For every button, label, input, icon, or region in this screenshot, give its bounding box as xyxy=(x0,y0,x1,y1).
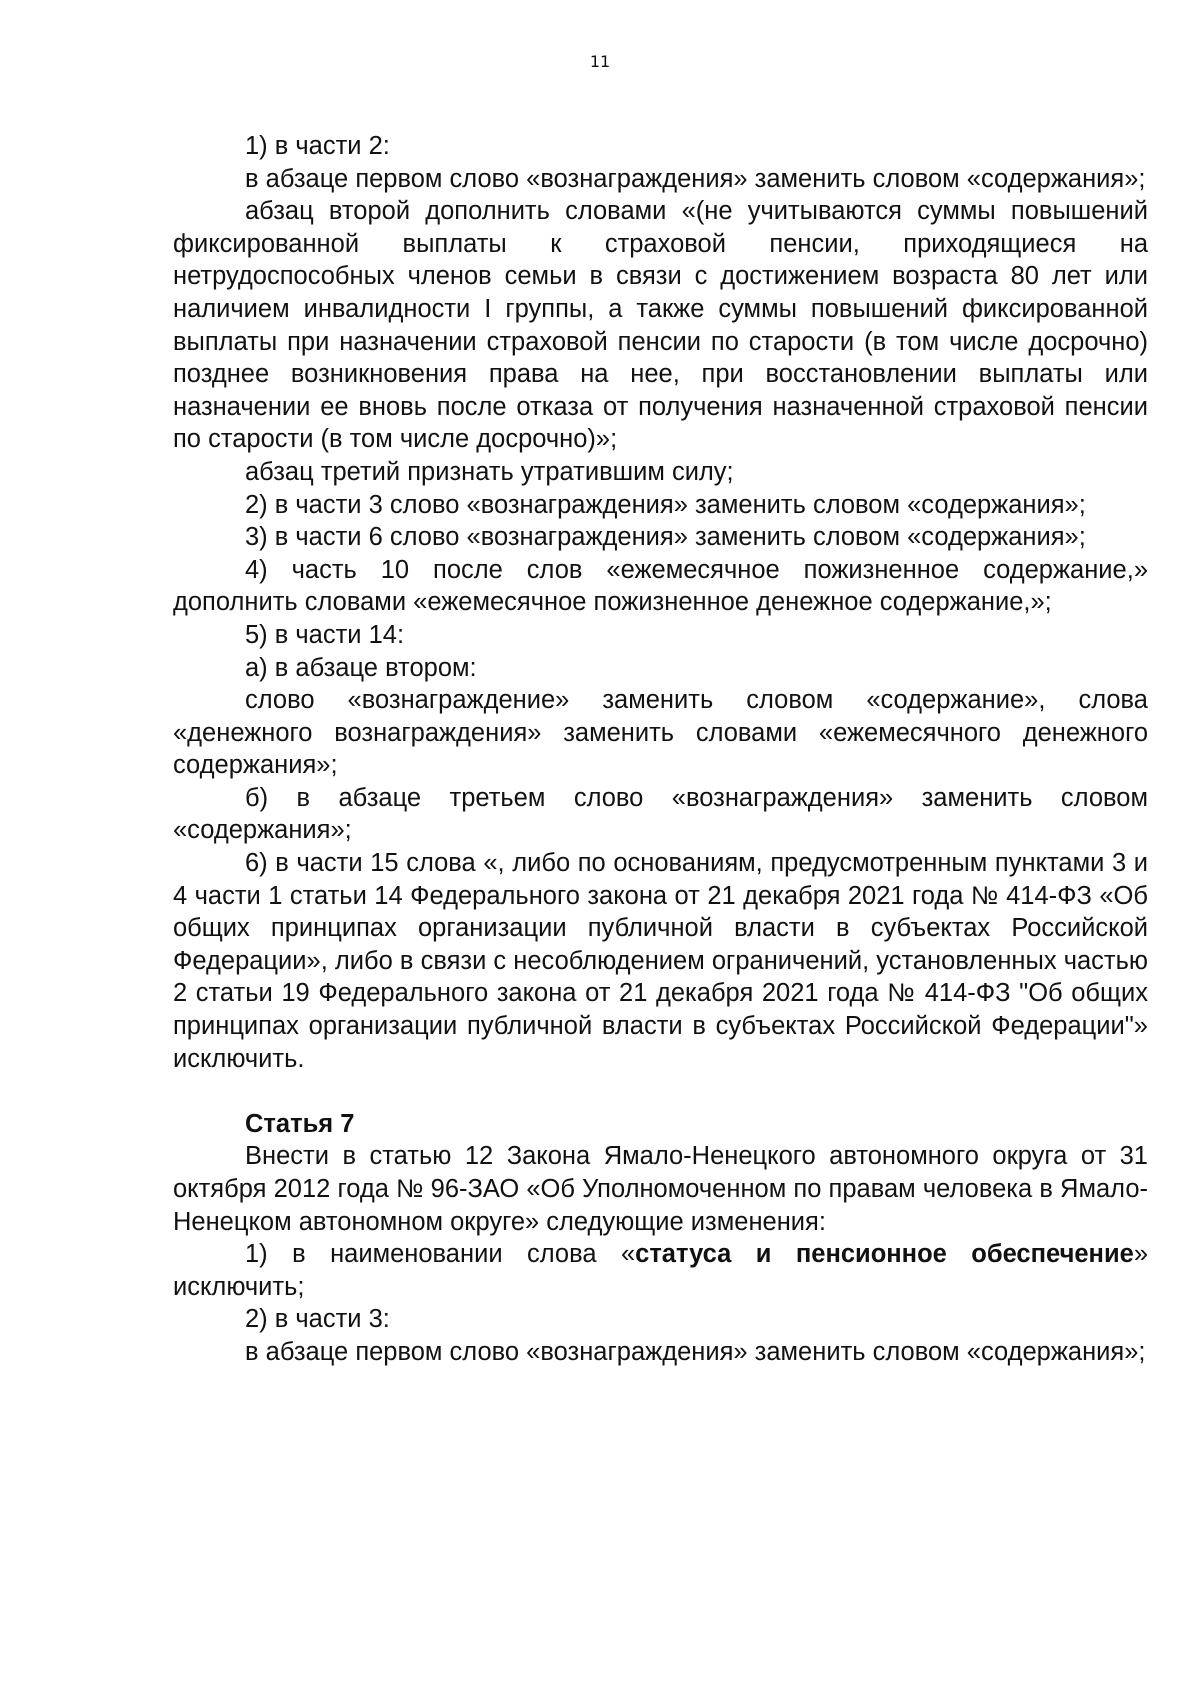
article-heading: Статья 7 xyxy=(245,1109,355,1138)
section-spacer xyxy=(173,1075,1148,1108)
paragraph: абзац второй дополнить словами «(не учитываются суммы повышений фиксированной выплаты к страховой пенсии, приходящиеся на нетрудоспособных членов семьи в связи с достижением возраста 80 лет или наличием инвалидности I группы, а также суммы повышений фиксированной выплаты при назначении страховой пенсии по старости (в том числе досрочно) позднее возникновения права на нее, при восстановлении выплаты или назначении ее вновь после отказа от получения назначенной страховой пенсии по старости (в том числе досрочно)»; xyxy=(173,197,1148,454)
paragraph: 3) в части 6 слово «вознаграждения» заменить словом «содержания»; xyxy=(245,523,1086,552)
paragraph: 2) в части 3 слово «вознаграждения» заменить словом «содержания»; xyxy=(245,490,1086,519)
paragraph: в абзаце первом слово «вознаграждения» заменить словом «содержания»; xyxy=(245,164,1146,193)
amendments-list-article-6 xyxy=(173,130,1148,1075)
paragraph: слово «вознаграждение» заменить словом «содержание», слова «денежного вознаграждения» заменить словами «ежемесячного денежного содержания»; xyxy=(173,686,1148,780)
paragraph: 1) в части 2: xyxy=(245,132,390,160)
paragraph: 6) в части 15 слова «, либо по основаниям, предусмотренным пунктами 3 и 4 части 1 статьи 14 Федерального закона от 21 декабря 2021 года № 414-ФЗ «Об общих принципах организации публичной власти в субъектах Российской Федерации», либо в связи с несоблюдением ограничений, установленных частью 2 статьи 19 Федерального закона от 21 декабря 2021 года № 414-ФЗ "Об общих принципах организации публичной власти в субъектах Российской Федерации"» исключить. xyxy=(173,849,1148,1073)
article-intro: Внести в статью 12 Закона Ямало-Ненецкого автономного округа от 31 октября 2012 года № 96-ЗАО «Об Уполномоченном по правам человека в Ямало-Ненецком автономном округе» следующие изменения: xyxy=(173,1142,1148,1236)
paragraph: б) в абзаце третьем слово «вознаграждения» заменить словом «содержания»; xyxy=(173,783,1148,845)
amendments-list-article-7 xyxy=(173,1303,1148,1368)
document-body xyxy=(173,130,1148,1369)
amendment-item-1-text: 1) в наименовании слова « xyxy=(245,1240,636,1269)
paragraph: а) в абзаце втором: xyxy=(245,653,477,682)
page-number: 11 xyxy=(589,52,611,71)
amendment-item-1-tail: » исключить; xyxy=(173,1240,1149,1301)
paragraph: 5) в части 14: xyxy=(245,620,405,649)
paragraph: абзац третий признать утратившим силу; xyxy=(245,457,734,486)
amendment-item-1 xyxy=(173,1238,1148,1303)
amendment-item-1-bold: статуса и пенсионное обеспечение xyxy=(635,1240,1134,1269)
paragraph: в абзаце первом слово «вознаграждения» заменить словом «содержания»; xyxy=(245,1337,1146,1366)
paragraph: 4) часть 10 после слов «ежемесячное пожизненное содержание,» дополнить словами «ежемесячное пожизненное денежное содержание,»; xyxy=(173,555,1148,617)
paragraph: 2) в части 3: xyxy=(245,1305,390,1334)
